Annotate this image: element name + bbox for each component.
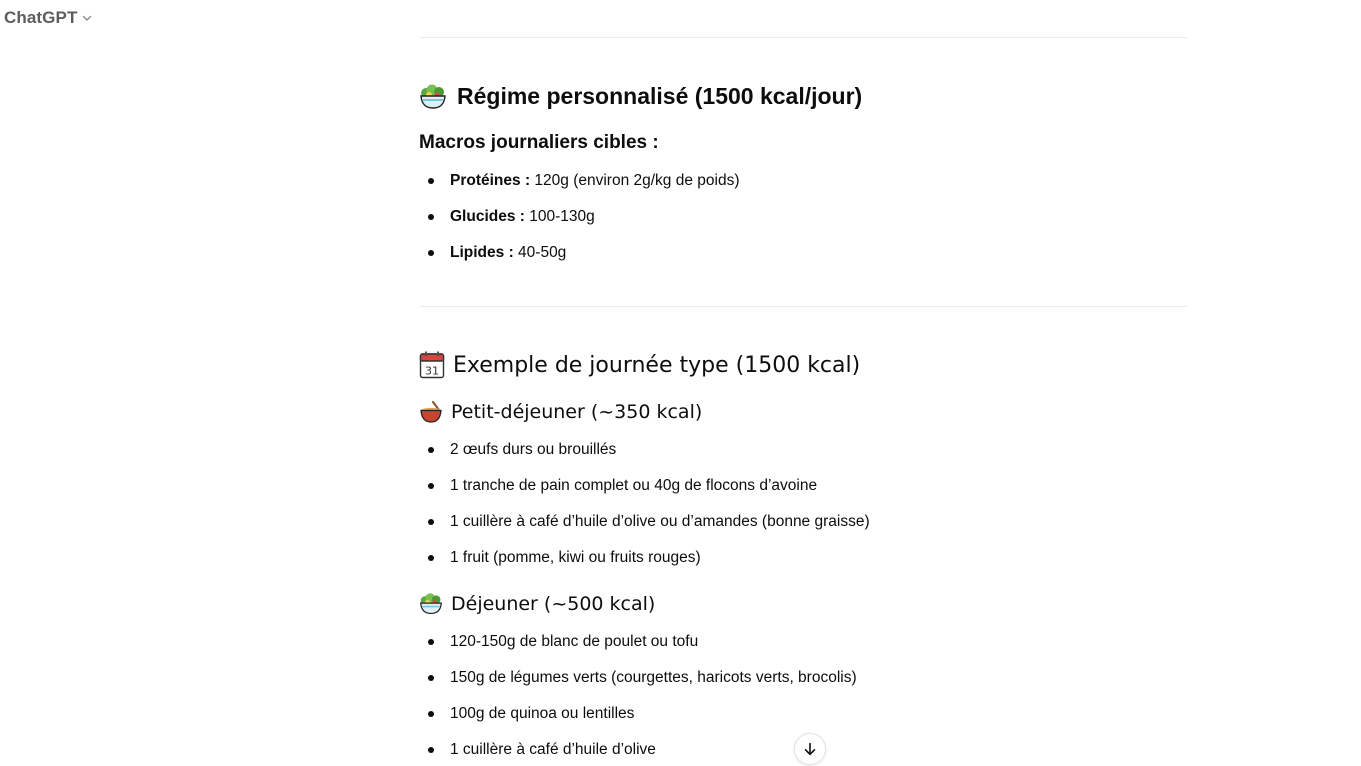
section-title: Régime personnalisé (1500 kcal/jour) — [457, 83, 863, 109]
macro-label: Protéines : — [450, 172, 531, 189]
list-item — [419, 439, 616, 461]
macros-subtitle-text: Macros journaliers cibles : — [419, 132, 659, 153]
model-selector[interactable] — [4, 6, 93, 30]
list-item — [419, 739, 656, 761]
macro-value: 120g (environ 2g/kg de poids) — [530, 172, 740, 189]
bullet — [428, 639, 434, 645]
meal-heading-lunch — [419, 592, 655, 616]
salad-icon — [419, 84, 447, 110]
app-title: ChatGPT — [4, 8, 78, 27]
bullet — [428, 555, 434, 561]
bullet — [428, 178, 434, 184]
list-item-text: 2 œufs durs ou brouillés — [450, 441, 617, 458]
bullet — [428, 711, 434, 717]
list-item-text: 1 cuillère à café d’huile d’olive — [450, 741, 656, 758]
bullet — [428, 250, 434, 256]
list-item-text: 150g de légumes verts (courgettes, haricots verts, brocolis) — [450, 669, 857, 686]
meal-title: Déjeuner (~500 kcal) — [451, 593, 656, 615]
macro-value: 40-50g — [513, 244, 567, 261]
bullet — [428, 214, 434, 220]
meal-title: Petit-déjeuner (~350 kcal) — [451, 401, 703, 423]
list-item — [419, 242, 566, 264]
bowl-with-spoon-icon — [419, 400, 443, 424]
list-item — [419, 511, 870, 533]
list-item — [419, 547, 701, 569]
divider — [419, 306, 1187, 307]
macro-label: Lipides : — [450, 244, 514, 261]
section-heading-journee — [419, 351, 860, 379]
bullet — [428, 675, 434, 681]
bullet — [428, 519, 434, 525]
chevron-down-icon — [81, 12, 93, 24]
list-item — [419, 631, 698, 653]
scroll-to-bottom-button[interactable] — [794, 733, 826, 765]
macro-value: 100-130g — [524, 208, 595, 225]
bullet — [428, 483, 434, 489]
macros-subtitle — [419, 132, 659, 154]
list-item-text: 1 cuillère à café d’huile d’olive ou d’amandes (bonne graisse) — [450, 513, 870, 530]
calendar-day-text: 31 — [425, 364, 439, 378]
list-item — [419, 475, 817, 497]
bullet — [428, 747, 434, 753]
list-item-text: 1 tranche de pain complet ou 40g de flocons d’avoine — [450, 477, 818, 494]
list-item — [419, 667, 857, 689]
section-heading-regime — [419, 83, 862, 110]
divider — [419, 37, 1187, 38]
arrow-down-icon — [802, 741, 818, 757]
list-item-text: 100g de quinoa ou lentilles — [450, 705, 635, 722]
list-item — [419, 206, 595, 228]
section-title: Exemple de journée type (1500 kcal) — [453, 352, 861, 378]
calendar-icon — [419, 351, 445, 379]
list-item — [419, 703, 634, 725]
list-item-text: 1 fruit (pomme, kiwi ou fruits rouges) — [450, 549, 701, 566]
meal-heading-breakfast — [419, 400, 702, 424]
macro-label: Glucides : — [450, 208, 525, 225]
list-item — [419, 170, 740, 192]
bullet — [428, 447, 434, 453]
list-item-text: 120-150g de blanc de poulet ou tofu — [450, 633, 699, 650]
salad-icon — [419, 592, 443, 616]
